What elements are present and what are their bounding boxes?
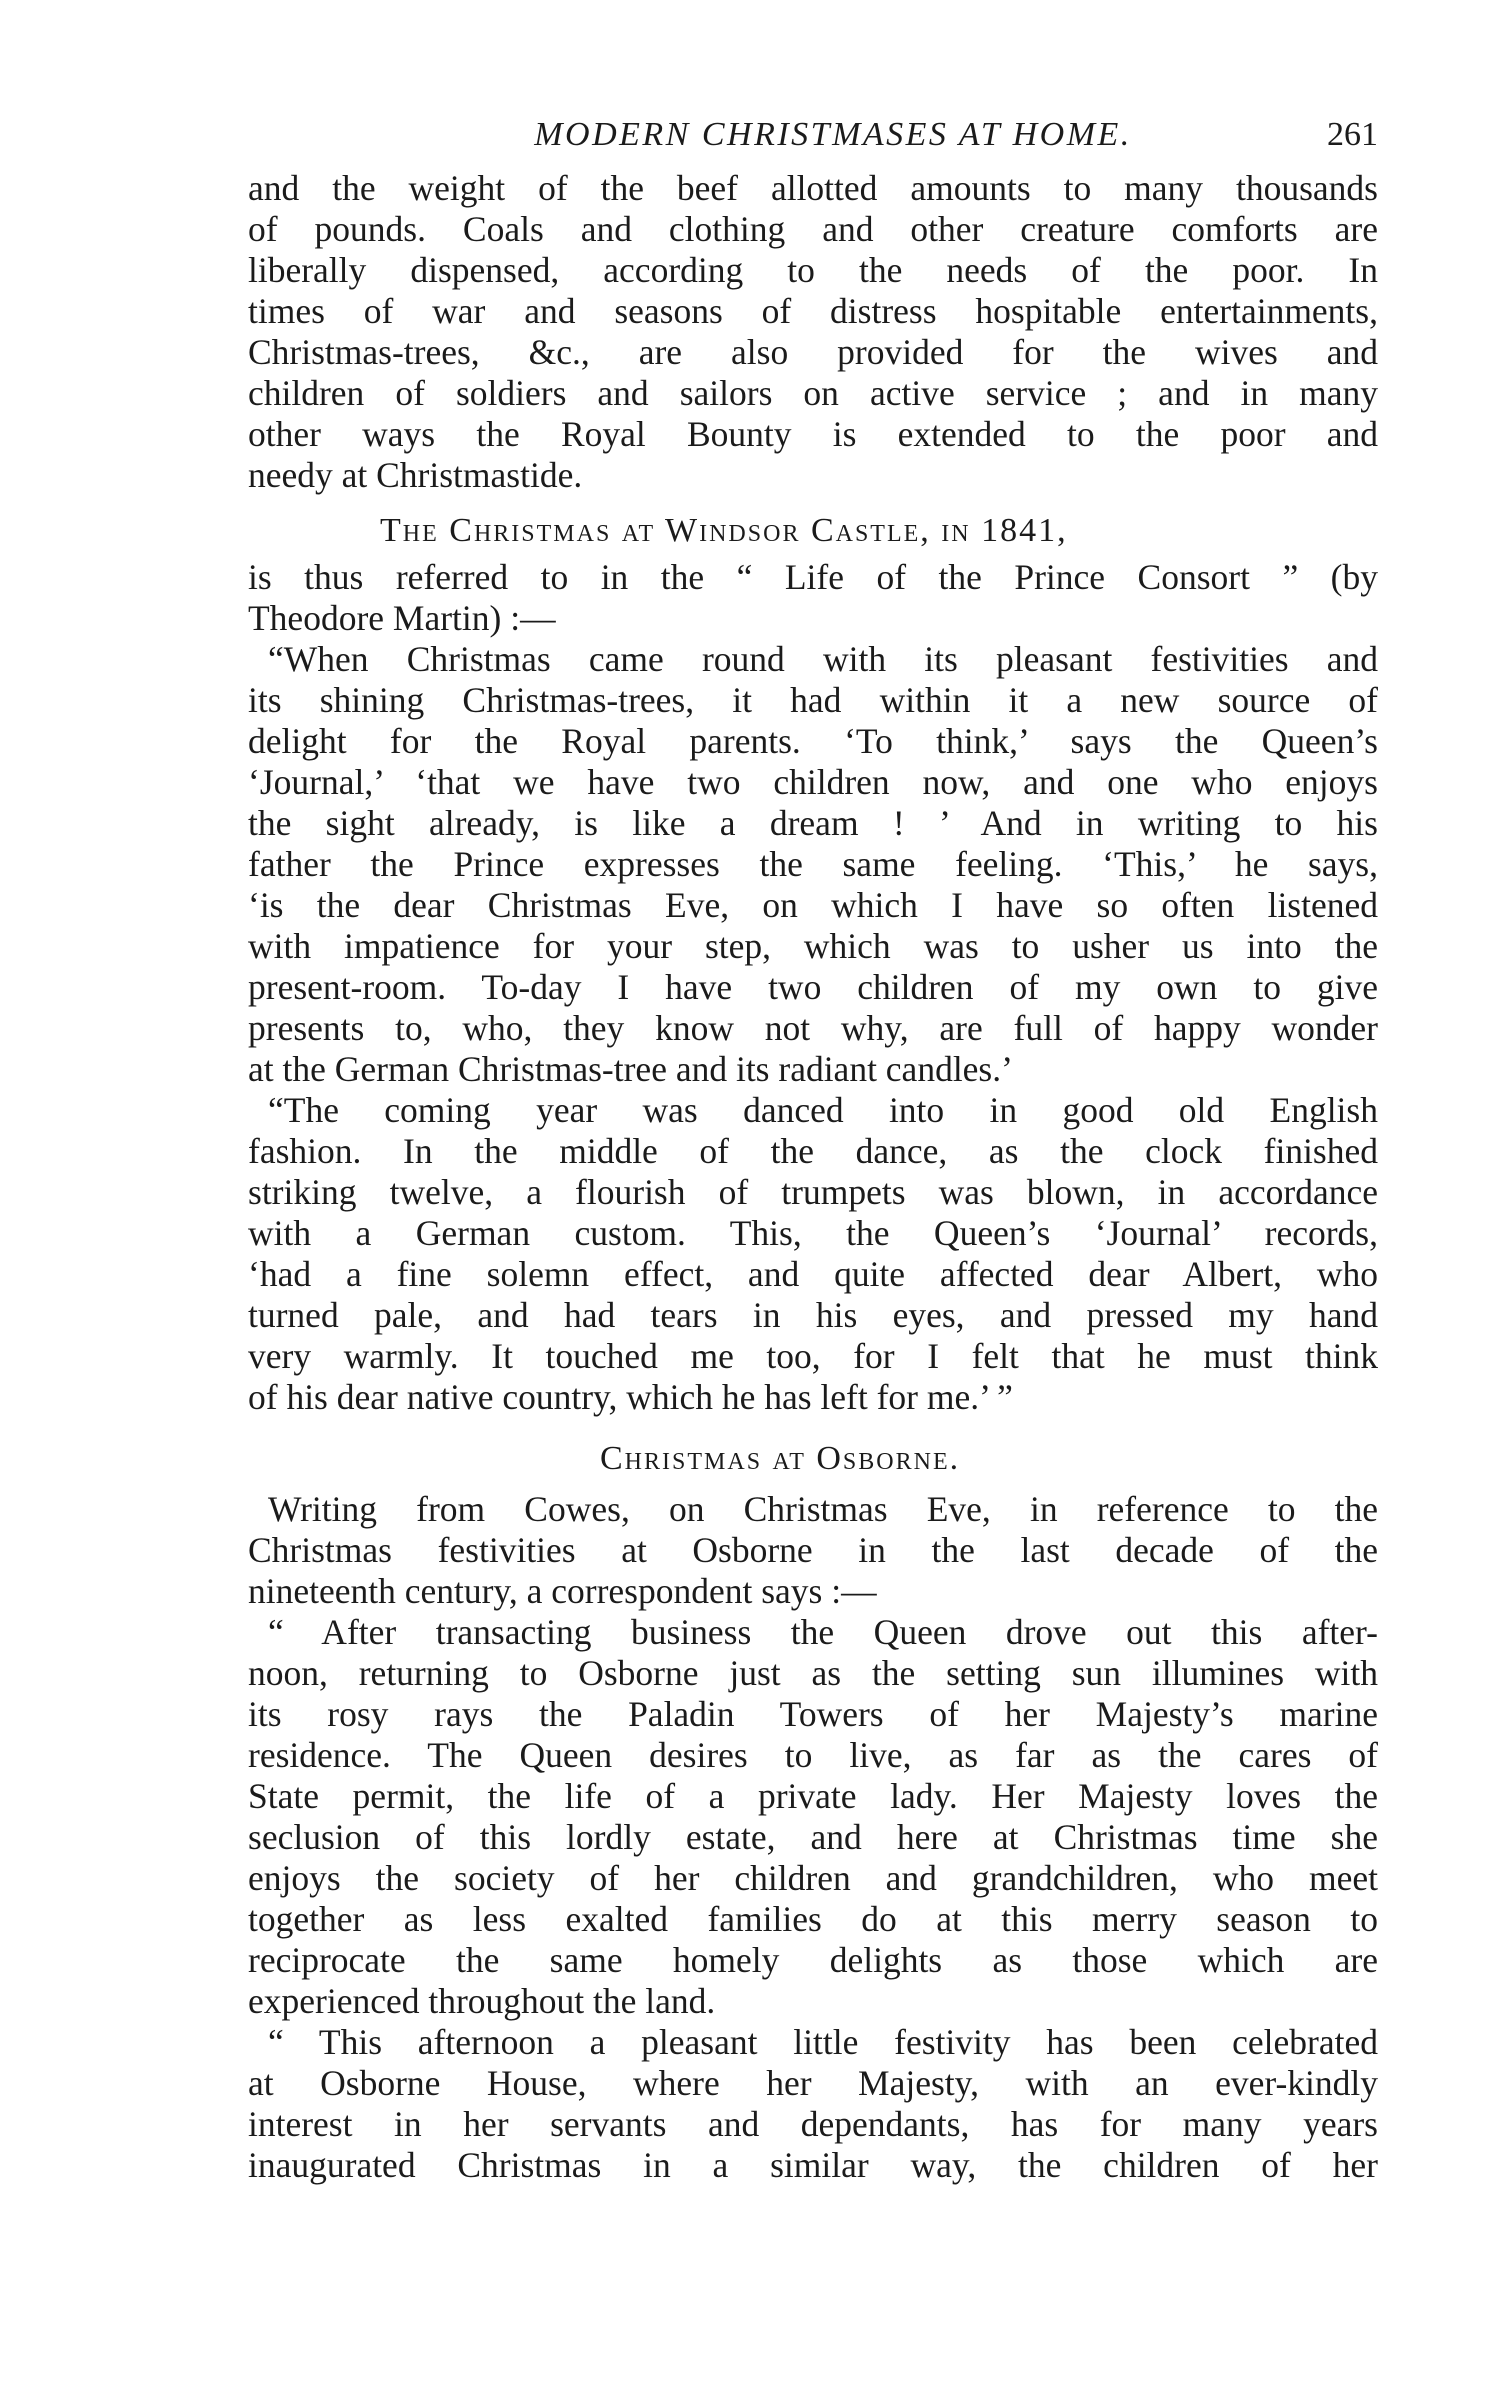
text-line: Christmas festivities at Osborne in the last decade of the	[248, 1530, 1378, 1570]
text-line: is thus referred to in the “ Life of the Prince Consort ” (by	[248, 557, 1378, 597]
text-line: “ This afternoon a pleasant little festivity has been celebrated	[268, 2022, 1378, 2062]
text-line: its rosy rays the Paladin Towers of her Majesty’s marine	[248, 1694, 1378, 1734]
text-line: fashion. In the middle of the dance, as the clock finished	[248, 1131, 1378, 1171]
paragraph-cowes	[248, 1489, 1378, 1612]
text-line: “The coming year was danced into in good old English	[268, 1090, 1378, 1130]
paragraph-queen-drove-out	[248, 1612, 1378, 2022]
text-line: times of war and seasons of distress hospitable entertainments,	[248, 291, 1378, 331]
paragraph-christmas-trees-quote	[248, 639, 1378, 1090]
text-line: Theodore Martin) :—	[248, 598, 556, 638]
paragraph-royal-bounty	[248, 168, 1378, 496]
running-head	[248, 108, 1378, 168]
text-line: with a German custom. This, the Queen’s ‘Journal’ records,	[248, 1213, 1378, 1253]
text-line: presents to, who, they know not why, are full of happy wonder	[248, 1008, 1378, 1048]
text-line: ‘Journal,’ ‘that we have two children now, and one who enjoys	[248, 762, 1378, 802]
text-line: with impatience for your step, which was to usher us into the	[248, 926, 1378, 966]
text-line: at the German Christmas-tree and its radiant candles.’	[248, 1049, 1013, 1089]
text-line: ‘had a fine solemn effect, and quite affected dear Albert, who	[248, 1254, 1378, 1294]
text-line: and the weight of the beef allotted amounts to many thousands	[248, 168, 1378, 208]
paragraph-osborne-festivity	[248, 2022, 1378, 2186]
text-line: striking twelve, a flourish of trumpets was blown, in accordance	[248, 1172, 1378, 1212]
running-title: MODERN CHRISTMASES AT HOME.	[534, 116, 1132, 153]
text-line: “When Christmas came round with its pleasant festivities and	[268, 639, 1378, 679]
text-line: at Osborne House, where her Majesty, with an ever-kindly	[248, 2063, 1378, 2103]
text-line: “ After transacting business the Queen drove out this after-	[268, 1612, 1378, 1652]
text-line: reciprocate the same homely delights as those which are	[248, 1940, 1378, 1980]
text-line: nineteenth century, a correspondent says :—	[248, 1571, 877, 1611]
paragraph-life-of-prince-consort	[248, 557, 1378, 639]
book-page	[248, 108, 1378, 2186]
text-line: inaugurated Christmas in a similar way, the children of her	[248, 2145, 1378, 2185]
text-line: other ways the Royal Bounty is extended to the poor and	[248, 414, 1378, 454]
text-line: of his dear native country, which he has left for me.’ ”	[248, 1377, 1013, 1417]
text-line: ‘is the dear Christmas Eve, on which I have so often listened	[248, 885, 1378, 925]
text-line: enjoys the society of her children and grandchildren, who meet	[248, 1858, 1378, 1898]
text-line: turned pale, and had tears in his eyes, and pressed my hand	[248, 1295, 1378, 1335]
text-line: of pounds. Coals and clothing and other creature comforts are	[248, 209, 1378, 249]
text-line: very warmly. It touched me too, for I felt that he must think	[248, 1336, 1378, 1376]
text-line: needy at Christmastide.	[248, 455, 583, 495]
text-line: delight for the Royal parents. ‘To think,’ says the Queen’s	[248, 721, 1378, 761]
text-line: father the Prince expresses the same feeling. ‘This,’ he says,	[248, 844, 1378, 884]
paragraph-new-year-quote	[248, 1090, 1378, 1418]
text-line: Writing from Cowes, on Christmas Eve, in reference to the	[268, 1489, 1378, 1529]
text-line: present-room. To-day I have two children of my own to give	[248, 967, 1378, 1007]
text-line: seclusion of this lordly estate, and here at Christmas time she	[248, 1817, 1378, 1857]
text-line: interest in her servants and dependants, has for many years	[248, 2104, 1378, 2144]
text-line: liberally dispensed, according to the needs of the poor. In	[248, 250, 1378, 290]
text-line: residence. The Queen desires to live, as far as the cares of	[248, 1735, 1378, 1775]
page-number: 261	[1327, 116, 1378, 153]
text-line: the sight already, is like a dream ! ’ And in writing to his	[248, 803, 1378, 843]
section-heading-windsor: The Christmas at Windsor Castle, in 1841,	[380, 512, 1068, 549]
section-heading-osborne: Christmas at Osborne.	[600, 1440, 961, 1477]
text-line: together as less exalted families do at this merry season to	[248, 1899, 1378, 1939]
text-line: Christmas-trees, &c., are also provided for the wives and	[248, 332, 1378, 372]
text-line: children of soldiers and sailors on active service ; and in many	[248, 373, 1378, 413]
text-line: noon, returning to Osborne just as the setting sun illumines with	[248, 1653, 1378, 1693]
text-line: State permit, the life of a private lady. Her Majesty loves the	[248, 1776, 1378, 1816]
text-line: experienced throughout the land.	[248, 1981, 716, 2021]
text-line: its shining Christmas-trees, it had within it a new source of	[248, 680, 1378, 720]
